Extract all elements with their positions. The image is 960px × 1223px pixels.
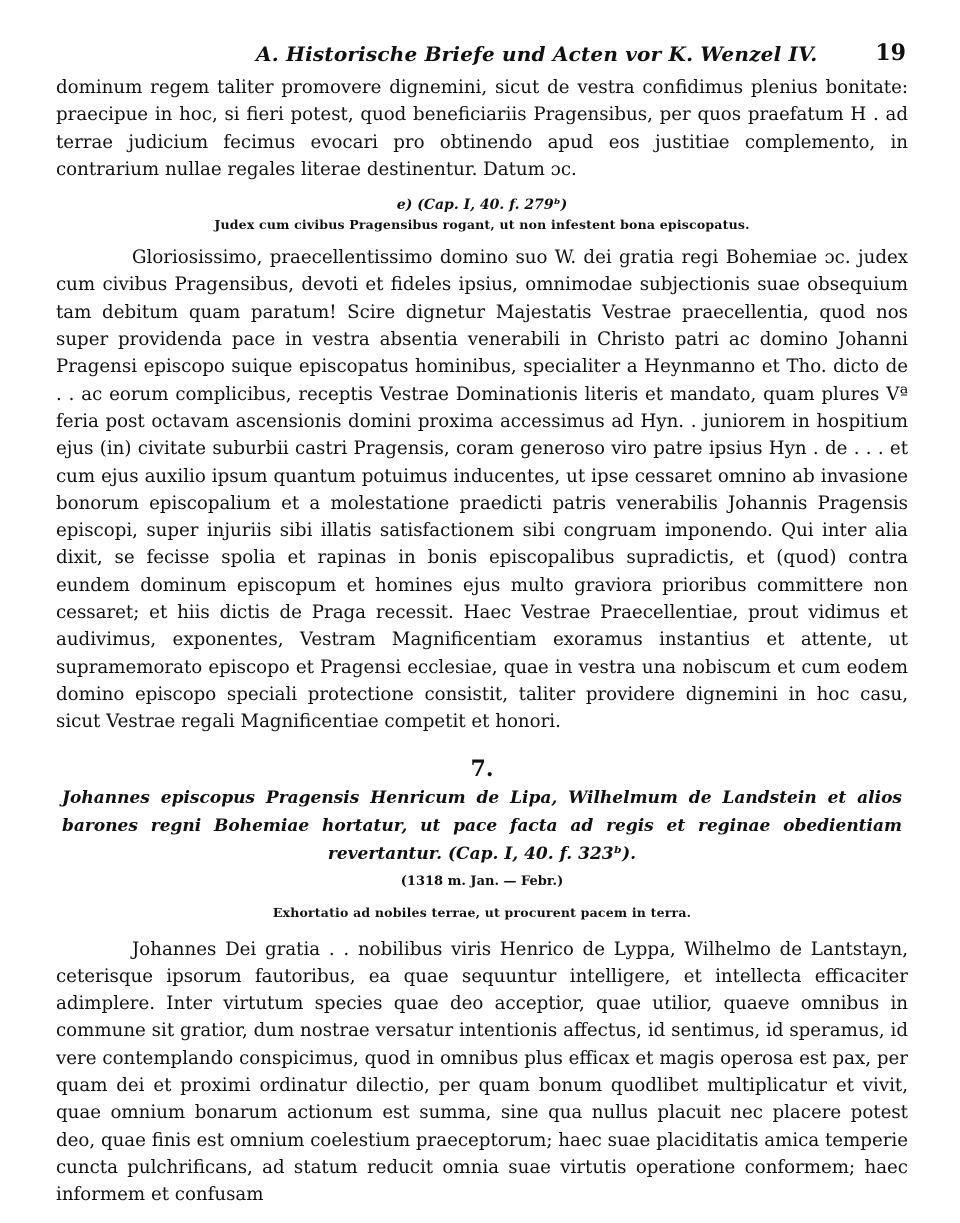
page-number: 19 bbox=[875, 40, 906, 66]
document-number: 7. bbox=[470, 755, 494, 782]
running-head bbox=[56, 34, 908, 74]
paragraph-letter-johannes: Johannes Dei gratia . . nobilibus viris Henrico de Lyppa, Wilhelmo de Lantstayn, ceterisque ipsorum fautoribus, ea quae sequuntur intelligere, et intellecta efficaciter adimplere. Inter virtutum species quae deo acceptior, quae utilior, quaeve omnibus in commune sit gratior, dum nostrae versatur intentionis affectus, id sentimus, id speramus, id vere contemplando conspicimus, quod in omnibus plus efficax et magis operosa est pax, per quam dei et proximi ordinatur dilectio, per quam bonum quodlibet multiplicatur et vivit, quae omnium bonarum actionum est summa, sine qua nullus placuit nec placere potest deo, quae finis est omnium coelestium praeceptorum; haec suae placiditatis amica temperie cuncta pulchrificans, ad statum reducit omnia suae virtutis operatione conformem; haec informem et confusam bbox=[56, 938, 908, 1206]
document-summary: Exhortatio ad nobiles terrae, ut procurent pacem in terra. bbox=[272, 904, 692, 920]
chapter-reference-e: e) (Cap. I, 40. f. 279ᵇ) bbox=[396, 197, 568, 214]
document-heading: Johannes episcopus Pragensis Henricum de Lipa, Wilhelmum de Landstein et alios barones regni Bohemiae hortatur, ut pace facta ad regis et reginae obedientiam revertantur. (Cap. I, 40. f. 323ᵇ). bbox=[62, 787, 902, 864]
document-date: (1318 m. Jan. — Febr.) bbox=[400, 873, 564, 889]
running-title: A. Historische Briefe und Acten vor K. Wenzel IV. bbox=[256, 42, 818, 66]
paragraph-continuation: dominum regem taliter promovere dignemini, sicut de vestra confidimus plenius bonitate: praecipue in hoc, si fieri potest, quod beneficiariis Pragensibus, per quos praefatum H . ad terrae judicium fecimus evocari pro obtinendo apud eos justitiae complemento, in contrarium nullae regales literae destinentur. Datum ɔc. bbox=[56, 77, 908, 180]
section-e-summary: Judex cum civibus Pragensibus rogant, ut non infestent bona episcopatus. bbox=[214, 217, 750, 233]
paragraph-letter-judex: Gloriosissimo, praecellentissimo domino suo W. dei gratia regi Bohemiae ɔc. judex cum civibus Pragensibus, devoti et fideles ipsius, omnimodae subjectionis suae obsequium tam debitum quam paratum! Scire dignetur Majestatis Vestrae praecellentia, quod nos super providenda pace in vestra absentia venerabili in Christo patri ac domino Johanni Pragensi episcopo suique episcopatus hominibus, specialiter a Heynmanno et Tho. dicto de . . ac eorum complicibus, receptis Vestrae Dominationis literis et mandato, quam plures Vª feria post octavam ascensionis domini proxima accessimus ad Hyn. . juniorem in hospitium ejus (in) civitate suburbii castri Pragensis, coram generoso viro patre ipsius Hyn . de . . . et cum ejus auxilio ipsum quantum potuimus inducentes, ut ipse cessaret omnino ab invasione bonorum episcopalium et a molestatione praedicti patris venerabilis Johannis Pragensis episcopi, super injuriis sibi illatis satisfactionem sibi congruam imponendo. Qui inter alia dixit, se fecisse spolia et rapinas in bonis episcopalibus supradictis, et (quod) contra eundem dominum episcopum et homines ejus multo graviora prioribus committere non cessaret; et hiis dictis de Praga recessit. Haec Vestrae Praecellentiae, prout vidimus et audivimus, exponentes, Vestram Magnificentiam exoramus instantius et attente, ut supramemorato episcopo et Pragensi ecclesiae, quae in vestra una nobiscum et cum eodem domino episcopo speciali protectione consistit, taliter providere dignemini in hoc casu, sicut Vestrae regali Magnificentiae competit et honori. bbox=[56, 247, 908, 733]
